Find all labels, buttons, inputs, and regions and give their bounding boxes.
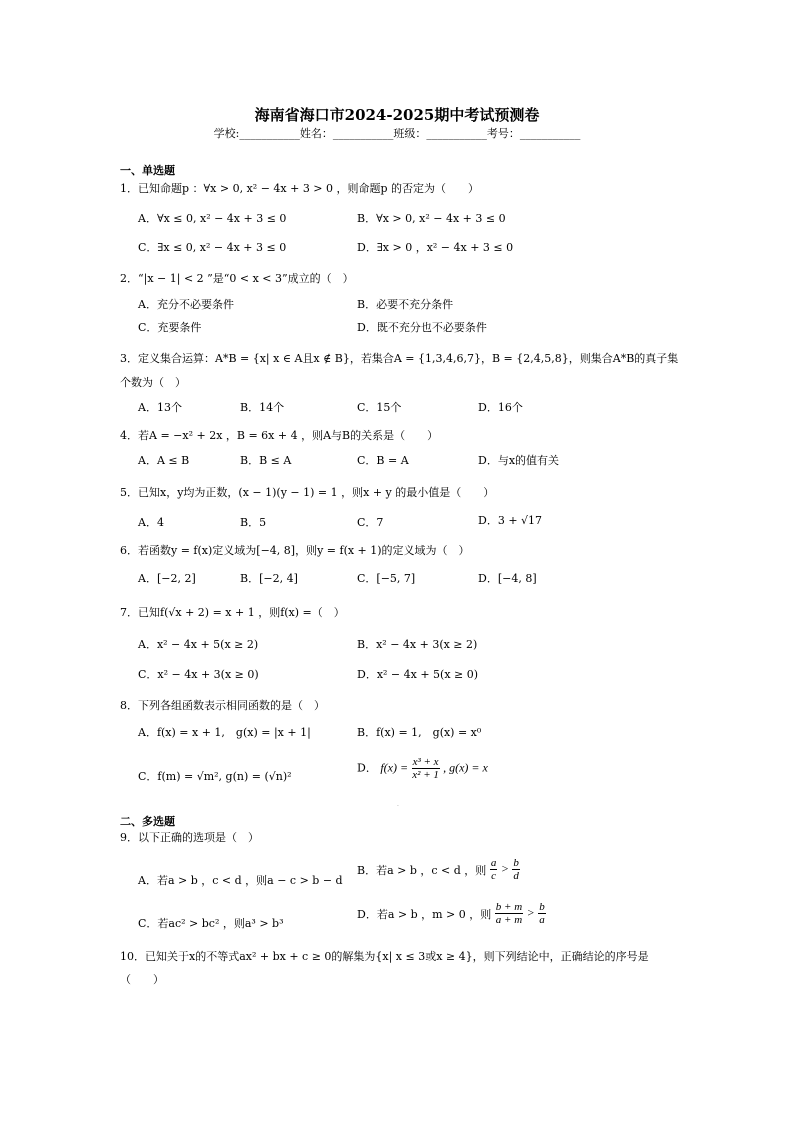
question-8-option-d-rhs: , g(x) = x bbox=[443, 760, 488, 775]
question-9-stem: 9．以下正确的选项是（ ） bbox=[120, 831, 259, 844]
question-8-stem: 8．下列各组函数表示相同函数的是（ ） bbox=[120, 699, 325, 712]
student-info-line: 学校:___________姓名：___________班级：___________考号：___________ bbox=[213, 127, 581, 140]
question-8-option-c: C．f(m) = √m², g(n) = (√n)² bbox=[138, 770, 292, 783]
question-10-stem: 10．已知关于x的不等式ax² + bx + c ≥ 0的解集为{x| x ≤ 3或x ≥ 4}，则下列结论中，正确结论的序号是 bbox=[120, 950, 649, 963]
question-2-option-b: B．必要不充分条件 bbox=[357, 298, 454, 311]
question-3-option-a: A．13个 bbox=[138, 401, 182, 414]
question-3-option-d: D．16个 bbox=[478, 401, 523, 414]
fraction-denominator: d bbox=[513, 870, 519, 882]
fraction-denominator: x² + 1 bbox=[412, 769, 439, 781]
question-1-option-d: D．∃x > 0 ，x² − 4x + 3 ≤ 0 bbox=[357, 241, 514, 254]
dot-mark: · bbox=[397, 803, 399, 810]
question-4-option-d: D．与x的值有关 bbox=[478, 454, 560, 467]
section-single-choice: 一、单选题 bbox=[120, 164, 175, 177]
section-multiple-choice: 二、多选题 bbox=[120, 815, 175, 828]
question-8-option-d-fraction bbox=[412, 756, 440, 781]
fraction-numerator: b bbox=[539, 901, 545, 913]
fraction-denominator: a + m bbox=[495, 914, 523, 926]
question-2-stem: 2．“|x − 1| < 2 ”是“0 < x < 3”成立的（ ） bbox=[120, 272, 354, 285]
question-4-option-b: B．B ≤ A bbox=[240, 454, 292, 467]
greater-than-sign: > bbox=[500, 861, 509, 876]
question-8-option-d-label: D． bbox=[357, 761, 377, 775]
question-8-option-d bbox=[357, 756, 488, 781]
question-2-option-a: A．充分不必要条件 bbox=[138, 298, 234, 311]
question-2-option-d: D．既不充分也不必要条件 bbox=[357, 321, 487, 334]
question-10-stem-cont: （ ） bbox=[120, 973, 164, 986]
question-6-option-d: D．[−4, 8] bbox=[478, 572, 537, 585]
question-9-option-b bbox=[357, 857, 520, 882]
question-1-option-b: B．∀x > 0, x² − 4x + 3 ≤ 0 bbox=[357, 212, 506, 225]
fraction-numerator: a bbox=[490, 857, 497, 869]
question-4-stem: 4．若A = −x² + 2x ，B = 6x + 4 ，则A与B的关系是（ ） bbox=[120, 429, 439, 442]
fraction-numerator: b bbox=[513, 857, 519, 869]
question-9-option-d-text: D．若a > b ，m > 0 ，则 bbox=[357, 907, 492, 921]
question-9-option-a: A．若a > b ，c < d ，则a − c > b − d bbox=[138, 874, 343, 887]
greater-than-sign: > bbox=[526, 905, 535, 920]
question-9-option-c: C．若ac² > bc² ，则a³ > b³ bbox=[138, 917, 284, 930]
question-7-option-d: D．x² − 4x + 5(x ≥ 0) bbox=[357, 668, 479, 681]
question-8-option-a: A．f(x) = x + 1, g(x) = |x + 1| bbox=[138, 726, 311, 739]
question-3-option-c: C．15个 bbox=[357, 401, 402, 414]
question-5-option-b: B．5 bbox=[240, 516, 267, 529]
question-1-option-c: C．∃x ≤ 0, x² − 4x + 3 ≤ 0 bbox=[138, 241, 287, 254]
fraction-numerator: b + m bbox=[495, 901, 523, 913]
question-3-stem-cont: 个数为（ ） bbox=[120, 376, 186, 389]
question-3-stem: 3．定义集合运算：A*B = {x| x ∈ A且x ∉ B}，若集合A = {1,3,4,6,7}，B = {2,4,5,8}，则集合A*B的真子集 bbox=[120, 352, 679, 365]
question-9-option-b-fraction-1 bbox=[490, 857, 498, 882]
question-3-option-b: B．14个 bbox=[240, 401, 285, 414]
question-9-option-b-text: B．若a > b ，c < d ，则 bbox=[357, 863, 487, 877]
question-6-option-c: C．[−5, 7] bbox=[357, 572, 416, 585]
question-5-stem: 5．已知x，y均为正数，(x − 1)(y − 1) = 1 ，则x + y 的最小值是（ ） bbox=[120, 486, 495, 499]
question-9-option-d-fraction-1 bbox=[495, 901, 523, 926]
question-7-option-a: A．x² − 4x + 5(x ≥ 2) bbox=[138, 638, 259, 651]
question-2-option-c: C．充要条件 bbox=[138, 321, 202, 334]
question-6-option-b: B．[−2, 4] bbox=[240, 572, 298, 585]
question-8-option-b: B．f(x) = 1, g(x) = x⁰ bbox=[357, 726, 482, 739]
question-8-option-d-lhs: f(x) = bbox=[380, 760, 409, 775]
question-4-option-c: C．B = A bbox=[357, 454, 409, 467]
question-6-stem: 6．若函数y = f(x)定义域为[−4, 8]，则y = f(x + 1)的定义域为（ ） bbox=[120, 544, 470, 557]
fraction-numerator: x³ + x bbox=[412, 756, 439, 768]
question-9-option-b-fraction-2 bbox=[512, 857, 520, 882]
question-9-option-d-fraction-2 bbox=[538, 901, 546, 926]
fraction-denominator: a bbox=[539, 914, 545, 926]
page-title: 海南省海口市2024-2025期中考试预测卷 bbox=[254, 106, 540, 124]
question-1-option-a: A．∀x ≤ 0, x² − 4x + 3 ≤ 0 bbox=[138, 212, 287, 225]
question-4-option-a: A．A ≤ B bbox=[138, 454, 190, 467]
question-5-option-d: D．3 + √17 bbox=[478, 514, 543, 527]
question-9-option-d bbox=[357, 901, 546, 926]
question-7-stem: 7．已知f(√x + 2) = x + 1 ，则f(x) =（ ） bbox=[120, 606, 345, 619]
question-7-option-b: B．x² − 4x + 3(x ≥ 2) bbox=[357, 638, 478, 651]
question-7-option-c: C．x² − 4x + 3(x ≥ 0) bbox=[138, 668, 259, 681]
question-1-stem: 1．已知命题p ：∀x > 0, x² − 4x + 3 > 0 ，则命题p 的否定为（ ） bbox=[120, 182, 480, 195]
question-5-option-a: A．4 bbox=[138, 516, 164, 529]
question-6-option-a: A．[−2, 2] bbox=[138, 572, 196, 585]
fraction-denominator: c bbox=[491, 870, 496, 882]
question-5-option-c: C．7 bbox=[357, 516, 384, 529]
